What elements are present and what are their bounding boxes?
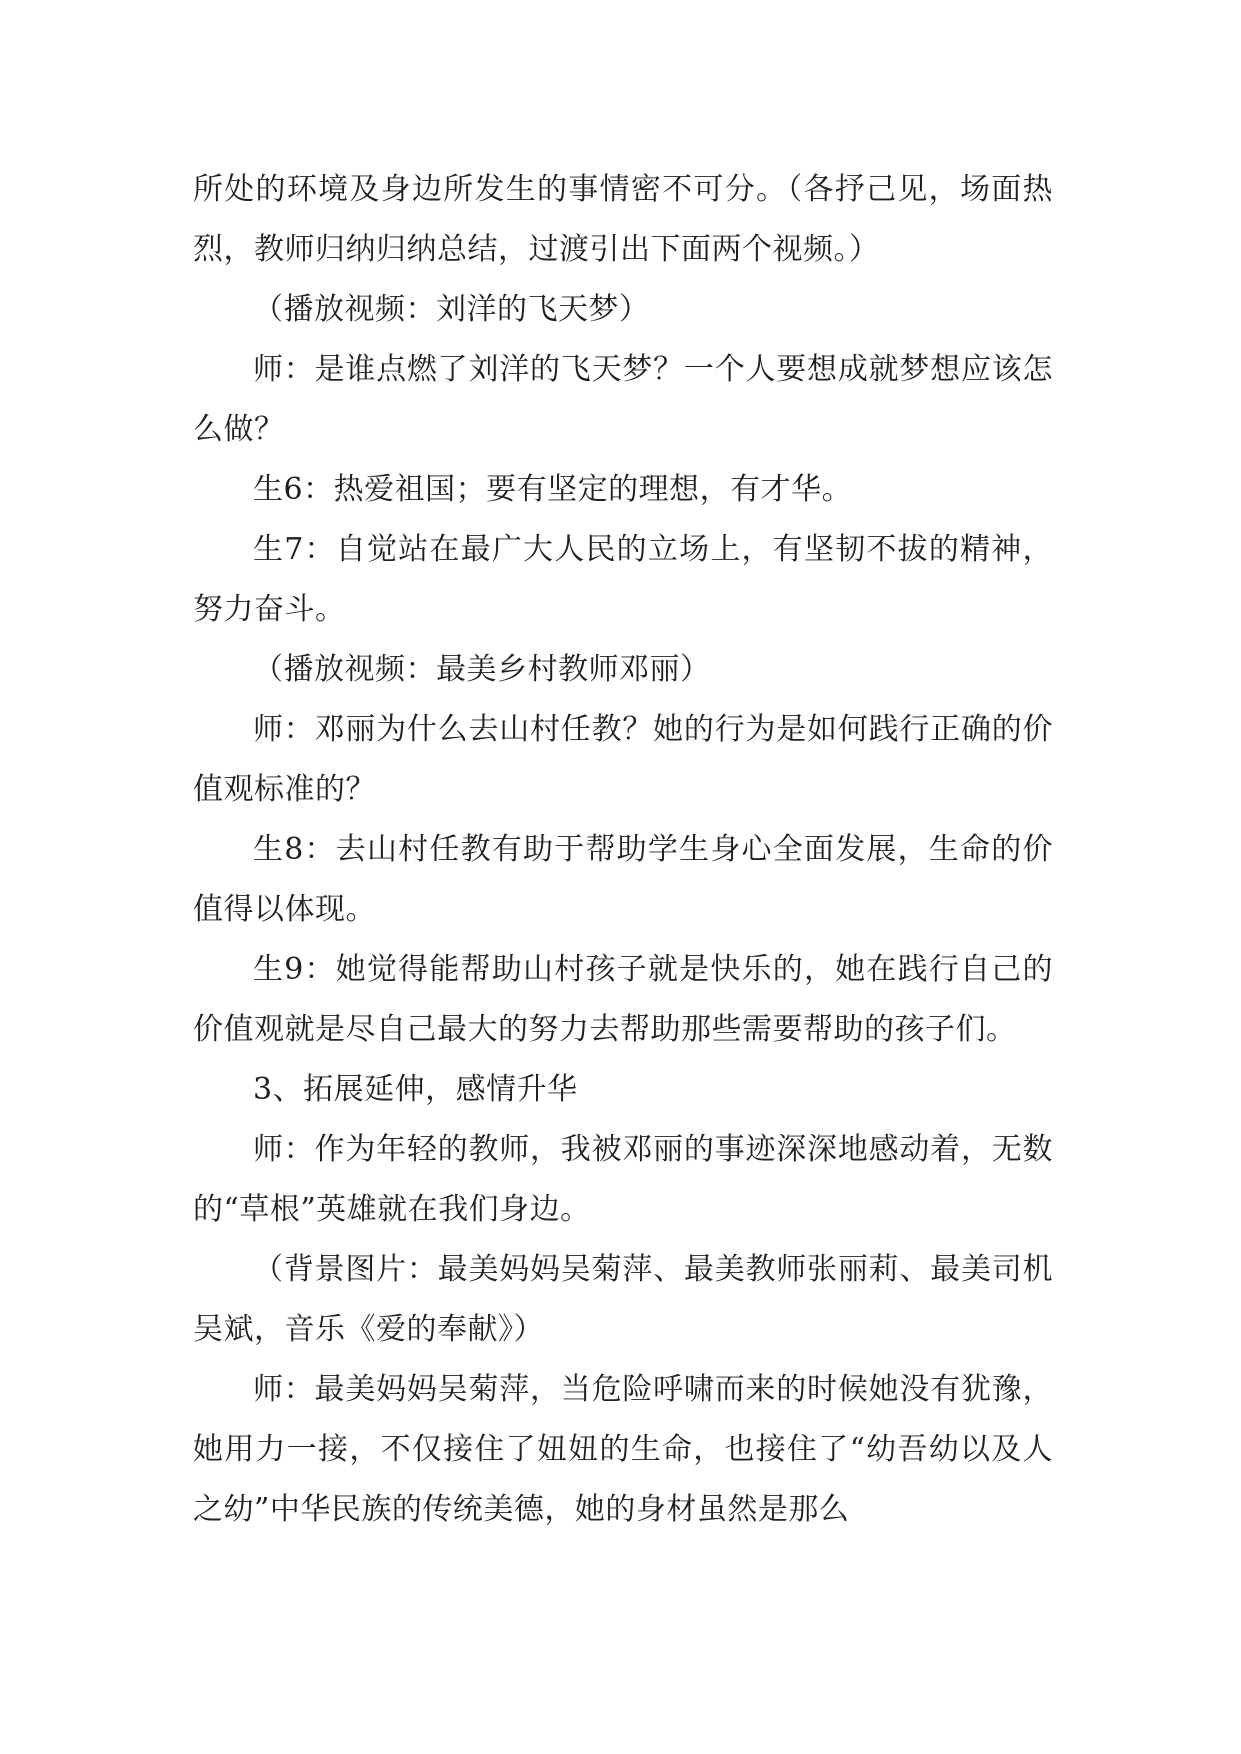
paragraph: 师：最美妈妈吴菊萍，当危险呼啸而来的时候她没有犹豫，她用力一接，不仅接住了妞妞的生命，也接住了“幼吾幼以及人之幼”中华民族的传统美德，她的身材虽然是那么: [193, 1372, 1053, 1527]
paragraph: 生7：自觉站在最广大人民的立场上，有坚韧不拔的精神，努力奋斗。: [193, 532, 1053, 627]
paragraph: 师：作为年轻的教师，我被邓丽的事迹深深地感动着，无数的“草根”英雄就在我们身边。: [193, 1132, 1053, 1227]
section-heading: 3、拓展延伸，感情升华: [253, 1072, 578, 1107]
paragraph: 生9：她觉得能帮助山村孩子就是快乐的，她在践行自己的价值观就是尽自己最大的努力去帮助那些需要帮助的孩子们。: [193, 952, 1053, 1047]
paragraph: （播放视频：刘洋的飞天梦）: [253, 292, 650, 327]
paragraph: 生8：去山村任教有助于帮助学生身心全面发展，生命的价值得以体现。: [193, 832, 1053, 927]
paragraph: （播放视频：最美乡村教师邓丽）: [253, 652, 711, 687]
paragraph: 师：是谁点燃了刘洋的飞天梦？一个人要想成就梦想应该怎么做？: [193, 352, 1053, 447]
paragraph: 所处的环境及身边所发生的事情密不可分。（各抒己见，场面热烈，教师归纳归纳总结，过渡引出下面两个视频。）: [193, 172, 1053, 267]
paragraph: 师：邓丽为什么去山村任教？她的行为是如何践行正确的价值观标准的？: [193, 712, 1053, 807]
paragraph: （背景图片：最美妈妈吴菊萍、最美教师张丽莉、最美司机吴斌，音乐《爱的奉献》）: [193, 1252, 1053, 1347]
paragraph: 生6：热爱祖国；要有坚定的理想，有才华。: [253, 472, 853, 507]
body-text: [193, 160, 1053, 1540]
